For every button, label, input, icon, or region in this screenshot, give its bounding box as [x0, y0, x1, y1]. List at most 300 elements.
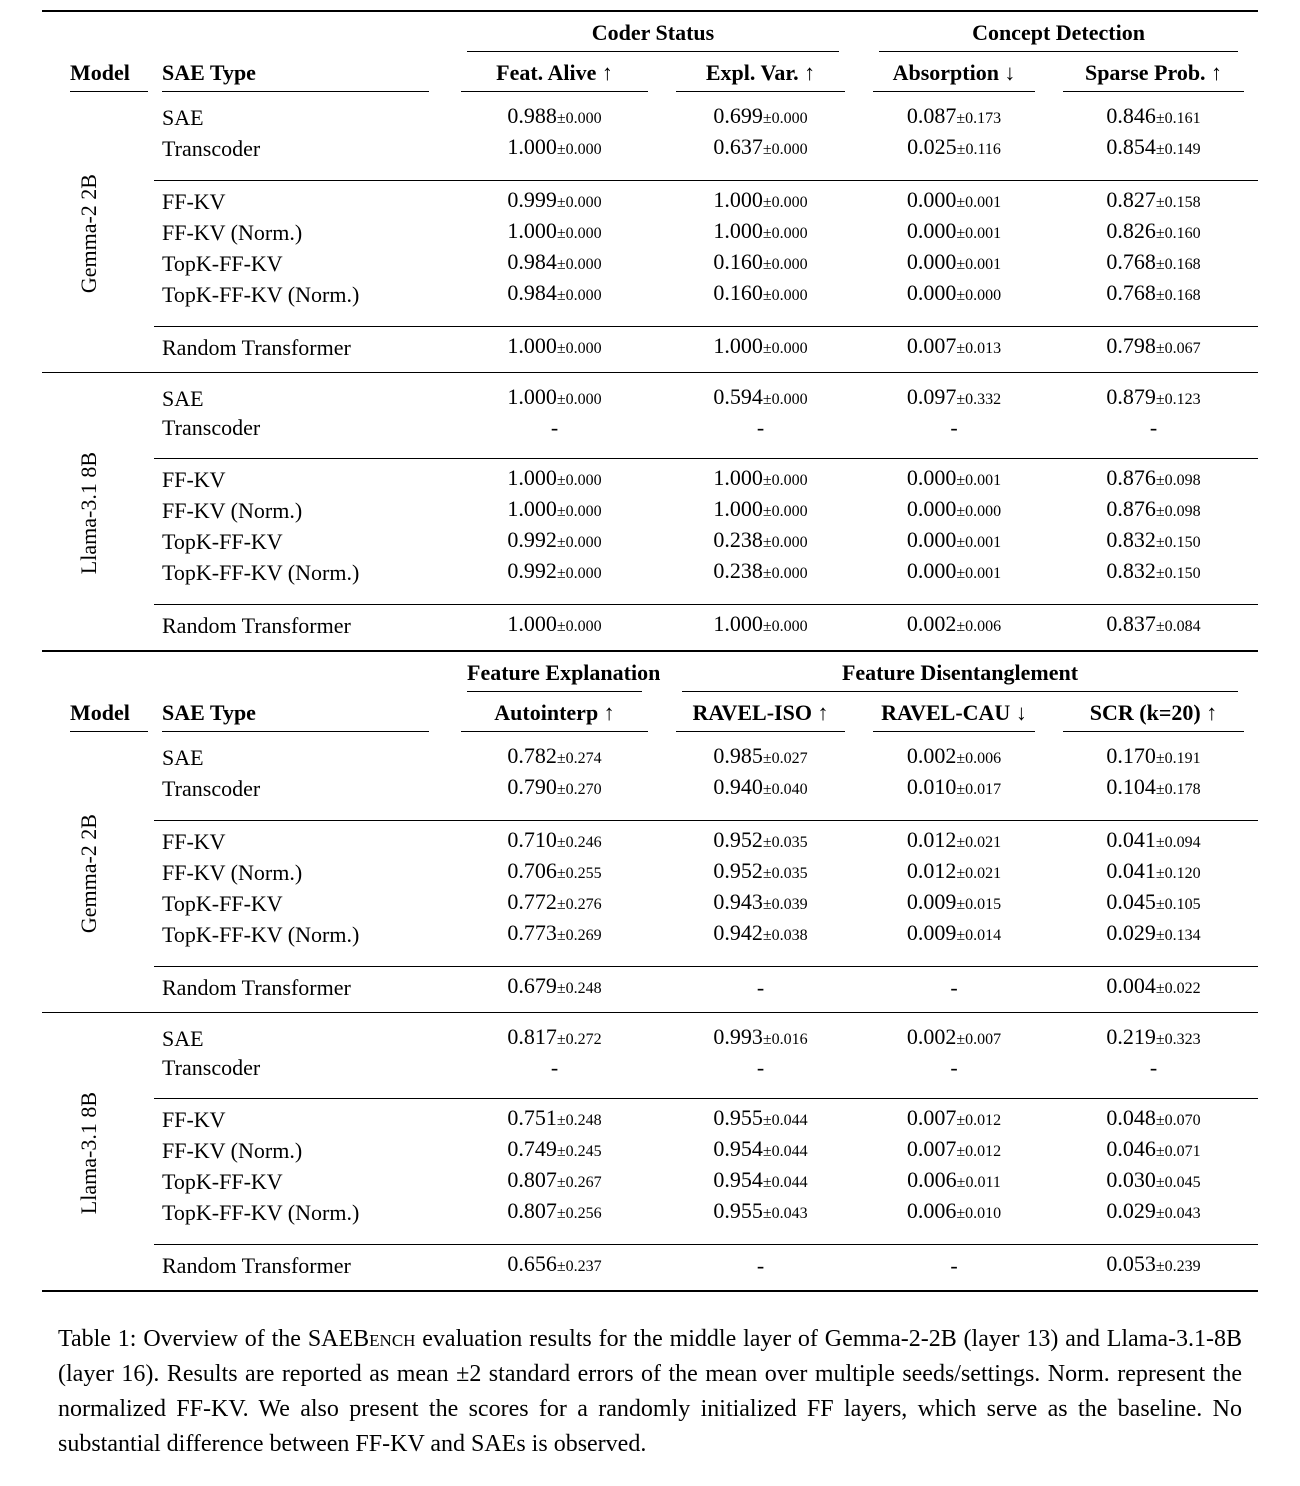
sae-type-cell: FF-KV — [162, 1106, 226, 1132]
metric-mean: 0.238 — [713, 527, 763, 552]
column-header-label: SAE Type — [162, 59, 429, 92]
table-row — [42, 1250, 1258, 1291]
metric-value-cell — [447, 857, 662, 888]
metric-value-cell — [662, 610, 859, 651]
metric-value-cell — [859, 279, 1049, 310]
table-row — [42, 919, 1258, 950]
metric-stderr: ±0.000 — [556, 472, 602, 489]
column-header-label: Absorption ↓ — [873, 59, 1035, 92]
metric-value-cell — [859, 1197, 1049, 1228]
section-separator — [154, 442, 1258, 464]
metric-stderr: ±0.267 — [556, 1174, 602, 1191]
metric-stderr: ±0.001 — [956, 565, 1002, 582]
metric-value-cell — [859, 888, 1049, 919]
column-header-cell — [1049, 52, 1258, 92]
metric-mean: 0.854 — [1106, 134, 1156, 159]
metric-mean: 0.009 — [906, 920, 957, 945]
metric-stderr: ±0.000 — [556, 194, 602, 211]
metric-value-cell — [859, 773, 1049, 804]
section-separator-row — [42, 804, 1258, 826]
metric-value-cell — [1049, 972, 1258, 1013]
metric-mean: 1.000 — [507, 134, 557, 159]
table-row — [42, 332, 1258, 373]
section-separator-row — [42, 1228, 1258, 1250]
metric-mean: 0.007 — [906, 1136, 957, 1161]
metric-stderr: ±0.270 — [556, 781, 602, 798]
metric-mean: 0.832 — [1106, 558, 1156, 583]
metric-value-cell — [447, 495, 662, 526]
group-header-cell — [447, 652, 662, 692]
metric-stderr: ±0.000 — [556, 256, 602, 273]
column-header-cell — [662, 52, 859, 92]
metric-value-cell — [662, 888, 859, 919]
metric-mean: 1.000 — [713, 187, 763, 212]
metric-stderr: ±0.168 — [1155, 287, 1201, 304]
metric-mean: 0.710 — [507, 827, 557, 852]
sae-type-cell: Transcoder — [162, 415, 261, 440]
table-row — [42, 826, 1258, 857]
column-header-cell — [42, 52, 154, 92]
metric-mean: 0.846 — [1106, 103, 1156, 128]
metric-stderr: ±0.272 — [556, 1031, 602, 1048]
separator-rule — [154, 1244, 1258, 1245]
metric-stderr: ±0.001 — [956, 225, 1002, 242]
metric-mean: 0.029 — [1106, 1198, 1156, 1223]
sae-type-cell: Random Transformer — [162, 974, 351, 1000]
caption-brand-saebench: SAEBench — [307, 1326, 416, 1352]
column-header-row — [42, 52, 1258, 92]
metric-stderr: ±0.071 — [1155, 1143, 1201, 1160]
metric-mean: 0.041 — [1106, 858, 1156, 883]
metric-stderr: ±0.001 — [956, 534, 1002, 551]
metric-mean: 0.104 — [1106, 774, 1156, 799]
metric-value-cell — [859, 248, 1049, 279]
metric-value-cell — [859, 826, 1049, 857]
metric-mean: 0.000 — [906, 280, 957, 305]
metric-value-cell — [1049, 1013, 1258, 1055]
results-table-coder-concept — [42, 10, 1258, 652]
metric-value-cell — [662, 1166, 859, 1197]
column-header-cell — [447, 52, 662, 92]
metric-mean: 0.817 — [507, 1024, 557, 1049]
metric-value-cell — [1049, 1250, 1258, 1291]
metric-mean: 0.238 — [713, 558, 763, 583]
metric-mean: 0.006 — [906, 1198, 957, 1223]
metric-stderr: ±0.000 — [956, 287, 1002, 304]
metric-mean: 0.954 — [713, 1167, 763, 1192]
column-header-label: Expl. Var. ↑ — [676, 59, 845, 92]
group-header-cell — [447, 11, 859, 52]
metric-stderr: ±0.000 — [556, 391, 602, 408]
metric-stderr: ±0.000 — [556, 141, 602, 158]
metric-stderr: ±0.150 — [1155, 565, 1201, 582]
metric-stderr: ±0.044 — [762, 1174, 808, 1191]
model-group — [42, 732, 1258, 1013]
table-row — [42, 217, 1258, 248]
metric-mean: 0.940 — [713, 774, 763, 799]
metric-value-cell — [1049, 888, 1258, 919]
sae-type-cell: TopK-FF-KV (Norm.) — [162, 1199, 360, 1225]
section-separator — [154, 950, 1258, 972]
metric-mean: 0.984 — [507, 249, 557, 274]
metric-value-cell — [662, 773, 859, 804]
section-separator — [154, 164, 1258, 186]
metric-stderr: ±0.134 — [1155, 927, 1201, 944]
column-header-cell — [154, 692, 447, 732]
metric-mean: 0.000 — [906, 527, 957, 552]
metric-mean: 1.000 — [713, 218, 763, 243]
sae-type-cell: SAE — [162, 1025, 204, 1051]
metric-value-cell — [859, 857, 1049, 888]
metric-mean: 0.879 — [1106, 384, 1156, 409]
metric-stderr: ±0.012 — [956, 1112, 1002, 1129]
metric-value-cell — [447, 373, 662, 415]
metric-stderr: ±0.011 — [956, 1174, 1001, 1191]
metric-stderr: ±0.150 — [1155, 534, 1201, 551]
metric-stderr: ±0.006 — [956, 750, 1002, 767]
metric-stderr: ±0.013 — [956, 340, 1002, 357]
metric-stderr: ±0.105 — [1155, 896, 1201, 913]
table-row — [42, 414, 1258, 442]
metric-value-cell — [859, 373, 1049, 415]
metric-value-cell — [662, 133, 859, 164]
metric-value-cell — [859, 557, 1049, 588]
sae-type-cell: TopK-FF-KV (Norm.) — [162, 921, 360, 947]
table-row — [42, 972, 1258, 1013]
metric-mean: 0.000 — [906, 218, 957, 243]
metric-stderr: ±0.098 — [1155, 503, 1201, 520]
sae-type-cell: FF-KV — [162, 828, 226, 854]
section-separator — [154, 1228, 1258, 1250]
metric-stderr: ±0.001 — [956, 472, 1002, 489]
metric-value-cell — [1049, 1135, 1258, 1166]
metric-value-cell: - — [550, 1055, 559, 1080]
metric-stderr: ±0.161 — [1155, 110, 1201, 127]
metric-stderr: ±0.248 — [556, 1112, 602, 1129]
metric-value-cell — [662, 732, 859, 773]
metric-stderr: ±0.043 — [1155, 1205, 1201, 1222]
metric-mean: 0.993 — [713, 1024, 763, 1049]
metric-stderr: ±0.000 — [556, 287, 602, 304]
separator-rule — [154, 180, 1258, 181]
table-row — [42, 610, 1258, 651]
metric-mean: 0.045 — [1106, 889, 1156, 914]
metric-mean: 0.170 — [1106, 743, 1156, 768]
metric-mean: 0.007 — [906, 1105, 957, 1130]
metric-stderr: ±0.158 — [1155, 194, 1201, 211]
metric-value-cell — [662, 919, 859, 950]
metric-stderr: ±0.014 — [956, 927, 1002, 944]
metric-mean: 0.679 — [507, 973, 557, 998]
metric-value-cell — [1049, 826, 1258, 857]
metric-stderr: ±0.116 — [956, 141, 1001, 158]
metric-stderr: ±0.043 — [762, 1205, 808, 1222]
metric-mean: 0.768 — [1106, 280, 1156, 305]
metric-value-cell — [1049, 186, 1258, 217]
metric-value-cell: - — [756, 1055, 765, 1080]
column-header-row — [42, 692, 1258, 732]
metric-value-cell: - — [550, 415, 559, 440]
table-row — [42, 279, 1258, 310]
metric-mean: 0.772 — [507, 889, 557, 914]
model-label: Llama-3.1 8B — [76, 1091, 101, 1215]
metric-stderr: ±0.276 — [556, 896, 602, 913]
metric-value-cell — [447, 332, 662, 373]
metric-value-cell — [859, 732, 1049, 773]
metric-stderr: ±0.245 — [556, 1143, 602, 1160]
table-row — [42, 1013, 1258, 1055]
metric-value-cell — [447, 217, 662, 248]
metric-value-cell — [447, 610, 662, 651]
feature-explanation-disentanglement-table — [42, 652, 1258, 1292]
metric-value-cell — [662, 1104, 859, 1135]
table-row — [42, 773, 1258, 804]
metric-mean: 1.000 — [507, 465, 557, 490]
metric-mean: 0.988 — [507, 103, 557, 128]
sae-type-cell: Transcoder — [162, 135, 261, 161]
separator-rule — [154, 326, 1258, 327]
model-label: Gemma-2 2B — [76, 173, 101, 294]
metric-value-cell — [662, 279, 859, 310]
metric-mean: 0.048 — [1106, 1105, 1156, 1130]
model-group — [42, 1013, 1258, 1292]
metric-stderr: ±0.120 — [1155, 865, 1201, 882]
metric-stderr: ±0.274 — [556, 750, 602, 767]
metric-mean: 0.219 — [1106, 1024, 1156, 1049]
table-row — [42, 248, 1258, 279]
metric-mean: 0.012 — [906, 858, 957, 883]
metric-mean: 0.025 — [907, 134, 957, 159]
metric-mean: 0.876 — [1106, 496, 1156, 521]
metric-mean: 0.942 — [713, 920, 763, 945]
metric-mean: 1.000 — [507, 333, 557, 358]
metric-stderr: ±0.000 — [556, 534, 602, 551]
column-header-label: Feat. Alive ↑ — [461, 59, 648, 92]
metric-value-cell — [859, 1104, 1049, 1135]
group-header-row — [42, 652, 1258, 692]
metric-value-cell — [447, 972, 662, 1013]
section-separator-row — [42, 950, 1258, 972]
metric-value-cell — [1049, 373, 1258, 415]
metric-value-cell: - — [756, 1252, 765, 1278]
metric-stderr: ±0.000 — [762, 225, 808, 242]
metric-stderr: ±0.067 — [1155, 340, 1201, 357]
metric-stderr: ±0.017 — [956, 781, 1002, 798]
metric-stderr: ±0.160 — [1155, 225, 1201, 242]
separator-rule — [154, 1098, 1258, 1099]
metric-value-cell — [447, 1135, 662, 1166]
metric-mean: 1.000 — [713, 333, 763, 358]
metric-stderr: ±0.010 — [956, 1205, 1002, 1222]
metric-mean: 0.046 — [1106, 1136, 1156, 1161]
table-row — [42, 857, 1258, 888]
metric-value-cell — [662, 857, 859, 888]
caption-lead: Table 1: Overview of the — [58, 1326, 308, 1352]
sae-type-cell: FF-KV (Norm.) — [162, 497, 303, 523]
metric-stderr: ±0.000 — [762, 256, 808, 273]
metric-value-cell — [1049, 557, 1258, 588]
sae-type-cell: TopK-FF-KV — [162, 250, 283, 276]
table-row — [42, 888, 1258, 919]
column-header-label: Autointerp ↑ — [461, 699, 648, 732]
metric-value-cell — [1049, 732, 1258, 773]
metric-stderr: ±0.178 — [1155, 781, 1201, 798]
metric-mean: 1.000 — [713, 496, 763, 521]
metric-stderr: ±0.001 — [956, 256, 1002, 273]
column-header-cell — [42, 692, 154, 732]
metric-mean: 0.656 — [507, 1251, 557, 1276]
metric-value-cell — [1049, 248, 1258, 279]
group-header-row — [42, 11, 1258, 52]
metric-stderr: ±0.269 — [556, 927, 602, 944]
metric-stderr: ±0.098 — [1155, 472, 1201, 489]
metric-value-cell — [662, 248, 859, 279]
column-header-cell — [662, 692, 859, 732]
metric-value-cell — [662, 373, 859, 415]
sae-type-cell: SAE — [162, 744, 204, 770]
section-separator-row — [42, 310, 1258, 332]
column-header-label: SCR (k=20) ↑ — [1063, 699, 1244, 732]
metric-value-cell — [447, 919, 662, 950]
group-header-label: Coder Status — [467, 19, 839, 52]
metric-stderr: ±0.000 — [556, 503, 602, 520]
metric-mean: 1.000 — [507, 496, 557, 521]
metric-value-cell — [1049, 133, 1258, 164]
sae-type-cell: TopK-FF-KV (Norm.) — [162, 559, 360, 585]
metric-stderr: ±0.006 — [956, 618, 1002, 635]
separator-rule — [154, 820, 1258, 821]
metric-value-cell — [662, 1013, 859, 1055]
metric-value-cell: - — [950, 415, 958, 440]
model-label: Gemma-2 2B — [76, 813, 101, 934]
table-row — [42, 133, 1258, 164]
section-separator-row — [42, 164, 1258, 186]
metric-value-cell — [1049, 279, 1258, 310]
sae-type-cell: TopK-FF-KV — [162, 890, 283, 916]
metric-value-cell — [447, 1104, 662, 1135]
group-header-label: Concept Detection — [879, 19, 1238, 52]
metric-value-cell — [1049, 857, 1258, 888]
metric-mean: 0.749 — [507, 1136, 557, 1161]
table-row — [42, 464, 1258, 495]
metric-value-cell — [1049, 92, 1258, 133]
metric-mean: 0.160 — [713, 280, 763, 305]
metric-stderr: ±0.248 — [556, 980, 602, 997]
separator-rule — [154, 966, 1258, 967]
metric-value-cell: - — [1149, 415, 1158, 440]
metric-value-cell — [1049, 332, 1258, 373]
metric-stderr: ±0.027 — [762, 750, 808, 767]
metric-stderr: ±0.191 — [1155, 750, 1201, 767]
metric-value-cell — [662, 332, 859, 373]
table-row — [42, 1104, 1258, 1135]
metric-mean: 1.000 — [507, 384, 557, 409]
metric-mean: 0.012 — [906, 827, 957, 852]
sae-type-cell: Random Transformer — [162, 612, 351, 638]
metric-value-cell — [447, 186, 662, 217]
sae-type-cell: SAE — [162, 385, 204, 411]
sae-type-cell: Random Transformer — [162, 1252, 351, 1278]
metric-mean: 0.782 — [507, 743, 557, 768]
metric-mean: 0.160 — [713, 249, 763, 274]
group-header-spacer — [42, 11, 447, 52]
metric-mean: 1.000 — [507, 611, 557, 636]
sae-type-cell: TopK-FF-KV — [162, 528, 283, 554]
metric-stderr: ±0.000 — [556, 225, 602, 242]
metric-value-cell — [859, 495, 1049, 526]
metric-value-cell — [447, 92, 662, 133]
table-row — [42, 526, 1258, 557]
metric-stderr: ±0.000 — [762, 565, 808, 582]
metric-mean: 0.029 — [1106, 920, 1156, 945]
metric-value-cell — [1049, 919, 1258, 950]
metric-mean: 0.999 — [507, 187, 557, 212]
metric-stderr: ±0.000 — [556, 618, 602, 635]
caption-body: evaluation results for the middle layer of Gemma-2-2B (layer 13) and Llama-3.1-8B (layer 16). Results are reported as mean ±2 standard errors of the mean over multiple seeds/settings. Norm. represent the normalized FF-KV. We also present the scores for a randomly initialized FF layers, which serve as the baseline. No substantial difference between FF-KV and SAEs is observed. — [58, 1326, 1242, 1457]
metric-stderr: ±0.021 — [956, 865, 1002, 882]
metric-value-cell — [859, 1013, 1049, 1055]
metric-stderr: ±0.012 — [956, 1143, 1002, 1160]
results-table-explanation-disentanglement — [42, 652, 1258, 1292]
metric-stderr: ±0.070 — [1155, 1112, 1201, 1129]
metric-stderr: ±0.035 — [762, 865, 808, 882]
metric-mean: 0.768 — [1106, 249, 1156, 274]
metric-stderr: ±0.000 — [762, 472, 808, 489]
metric-stderr: ±0.000 — [762, 534, 808, 551]
metric-mean: 0.000 — [906, 465, 957, 490]
metric-value-cell — [859, 217, 1049, 248]
sae-type-cell: FF-KV (Norm.) — [162, 859, 303, 885]
metric-mean: 0.952 — [713, 858, 763, 883]
metric-stderr: ±0.039 — [762, 896, 808, 913]
metric-value-cell: - — [950, 1055, 958, 1080]
sae-type-cell: FF-KV — [162, 188, 226, 214]
column-header-label: Model — [70, 699, 148, 732]
metric-stderr: ±0.239 — [1155, 1258, 1201, 1275]
metric-mean: 1.000 — [713, 465, 763, 490]
table-row — [42, 1135, 1258, 1166]
metric-value-cell — [1049, 526, 1258, 557]
metric-value-cell — [447, 1197, 662, 1228]
column-header-label: Model — [70, 59, 148, 92]
metric-value-cell — [447, 1013, 662, 1055]
metric-mean: 0.751 — [507, 1105, 557, 1130]
metric-mean: 0.004 — [1106, 973, 1156, 998]
metric-value-cell — [662, 1197, 859, 1228]
metric-stderr: ±0.323 — [1155, 1031, 1201, 1048]
metric-value-cell — [662, 495, 859, 526]
metric-mean: 0.807 — [507, 1167, 557, 1192]
metric-mean: 0.984 — [507, 280, 557, 305]
metric-stderr: ±0.021 — [956, 834, 1002, 851]
metric-mean: 0.992 — [507, 527, 557, 552]
metric-stderr: ±0.000 — [762, 391, 808, 408]
table-caption — [58, 1322, 1242, 1462]
metric-stderr: ±0.000 — [556, 340, 602, 357]
metric-value-cell — [662, 826, 859, 857]
metric-value-cell: - — [1149, 1055, 1158, 1080]
metric-stderr: ±0.246 — [556, 834, 602, 851]
metric-mean: 0.832 — [1106, 527, 1156, 552]
metric-value-cell — [859, 332, 1049, 373]
metric-value-cell: - — [756, 415, 765, 440]
metric-stderr: ±0.022 — [1155, 980, 1201, 997]
metric-value-cell — [447, 526, 662, 557]
metric-mean: 0.002 — [906, 1024, 957, 1049]
section-separator — [154, 1082, 1258, 1104]
metric-mean: 0.955 — [713, 1198, 763, 1223]
metric-stderr: ±0.000 — [762, 194, 808, 211]
